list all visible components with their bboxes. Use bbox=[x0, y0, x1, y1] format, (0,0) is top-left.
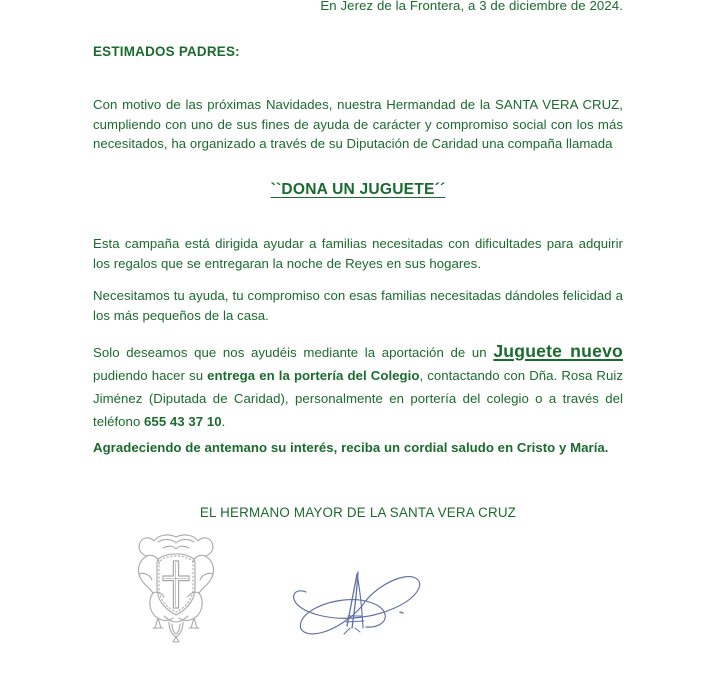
how-lead: Solo deseamos que nos ayudéis mediante la aportación de un bbox=[93, 345, 494, 360]
date-line: En Jerez de la Frontera, a 3 de diciembre de 2024. bbox=[320, 0, 623, 13]
paragraph-campaign: Esta campaña está dirigida ayudar a familias necesitadas con dificultades para adquirir los regalos que se entregaran la noche de Reyes en sus hogares. bbox=[93, 236, 623, 271]
paragraph-thanks: Agradeciendo de antemano su interés, reciba un cordial saludo en Cristo y María. bbox=[93, 440, 609, 455]
emphasis-juguete-nuevo: Juguete nuevo bbox=[493, 341, 623, 361]
quote-open: `` bbox=[270, 181, 282, 198]
how-end: . bbox=[221, 414, 226, 429]
how-after-place: , contactando con Dña. Rosa Ruiz Jiménez (Diputada de Caridad), personalmente en portería del colegio o a través del teléfono bbox=[93, 368, 623, 429]
campaign-title-core: DONA UN JUGUETE bbox=[281, 181, 435, 198]
paragraph-need: Necesitamos tu ayuda, tu compromiso con esas familias necesitadas dándoles felicidad a los más pequeños de la casa. bbox=[93, 288, 623, 323]
campaign-title-text bbox=[271, 181, 446, 198]
contact-phone: 655 43 37 10 bbox=[144, 414, 222, 429]
handwritten-signature-icon bbox=[272, 548, 432, 648]
how-middle: pudiendo hacer su bbox=[93, 368, 208, 383]
heraldic-cross-shield-icon bbox=[128, 530, 224, 645]
signature-caption: EL HERMANO MAYOR DE LA SANTA VERA CRUZ bbox=[199, 505, 517, 520]
campaign-title bbox=[93, 181, 623, 199]
paragraph-intro: Con motivo de las próximas Navidades, nuestra Hermandad de la SANTA VERA CRUZ, cumpliendo con uno de sus fines de ayuda de carácter y compromiso social con los más necesitados, ha organizado a través de su Diputación de Caridad una compaña llamada bbox=[93, 97, 623, 152]
emphasis-entrega-porteria: entrega en la portería del Colegio bbox=[207, 368, 420, 383]
salutation: ESTIMADOS PADRES: bbox=[93, 44, 240, 59]
paragraph-how bbox=[93, 340, 623, 433]
quote-close: ´´ bbox=[434, 181, 446, 198]
